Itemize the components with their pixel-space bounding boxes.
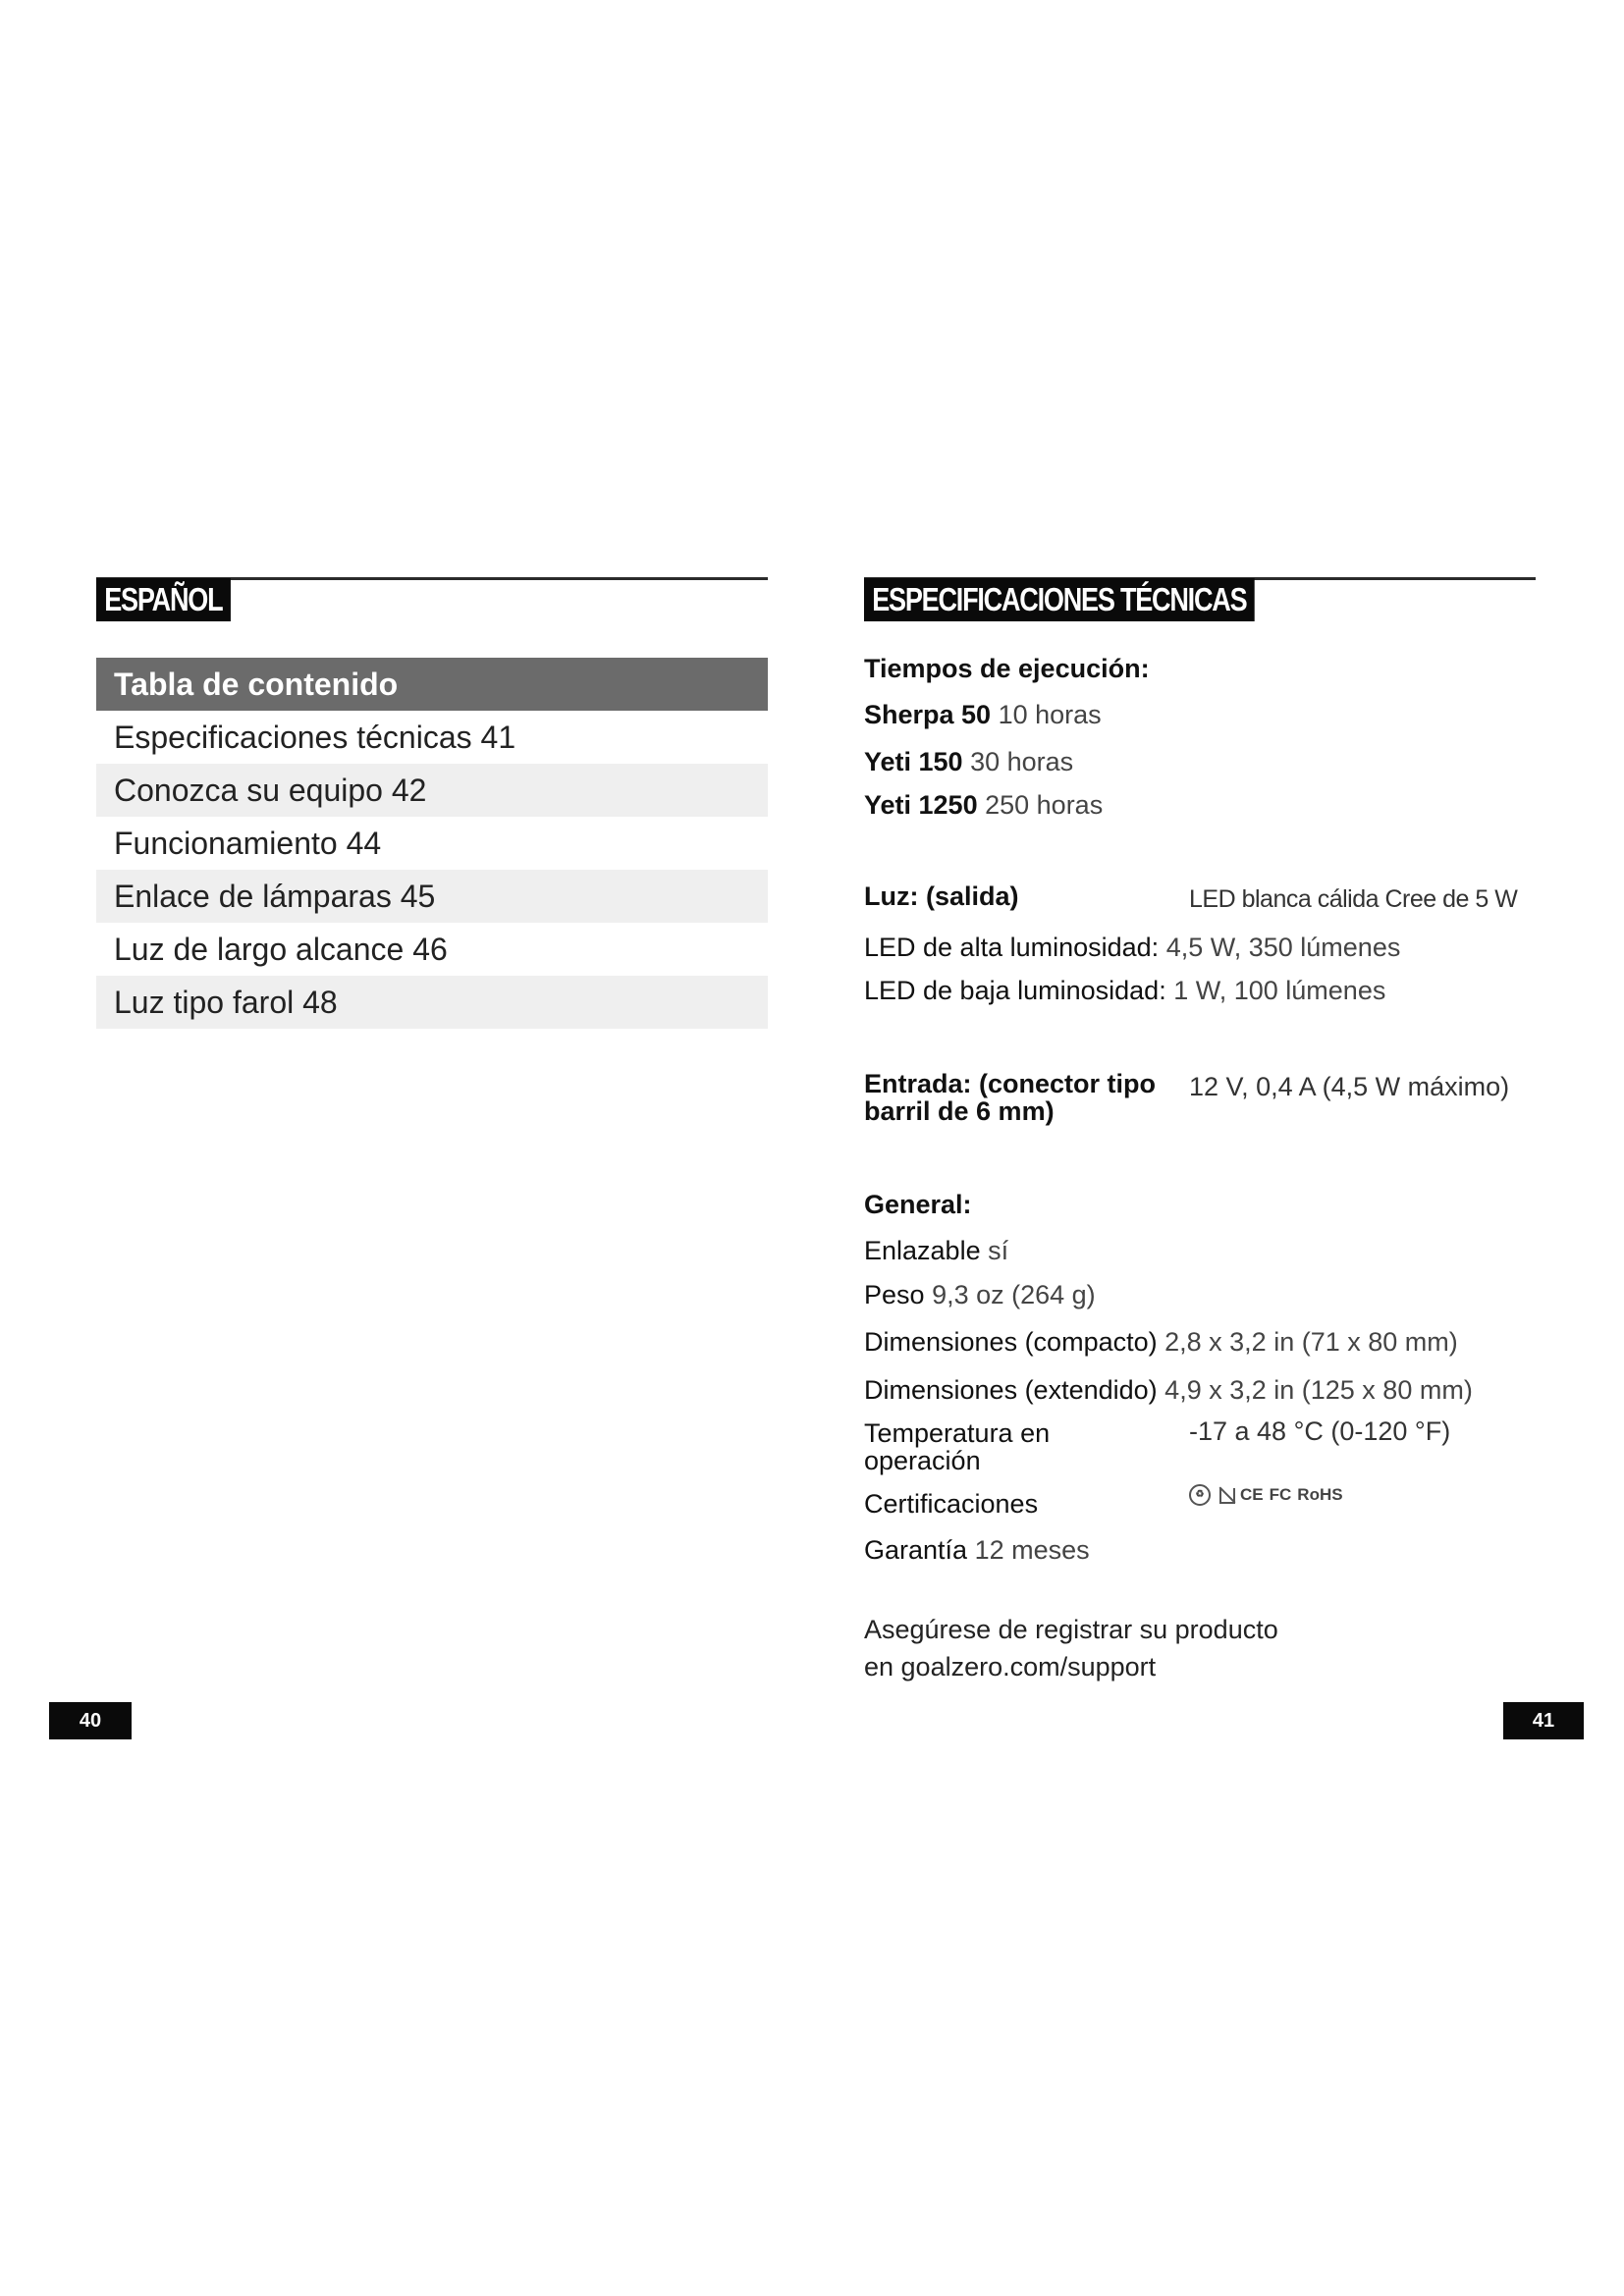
weight-row bbox=[864, 1278, 1096, 1311]
toc-item-operation[interactable]: Funcionamiento 44 bbox=[114, 826, 382, 861]
weee-bin-icon bbox=[1217, 1484, 1234, 1506]
left-page-number: 40 bbox=[49, 1702, 132, 1739]
input-value: 12 V, 0,4 A (4,5 W máximo) bbox=[1189, 1072, 1510, 1101]
register-note-line1: Asegúrese de registrar su producto bbox=[864, 1615, 1278, 1644]
linkable-value: sí bbox=[988, 1236, 1009, 1265]
toc-item-know-your-gear[interactable]: Conozca su equipo 42 bbox=[96, 764, 768, 817]
warranty-row bbox=[864, 1533, 1090, 1567]
rohs-mark: RoHS bbox=[1297, 1485, 1343, 1504]
toc-item-lantern-light[interactable]: Luz tipo farol 48 bbox=[96, 976, 768, 1029]
input-label: Entrada: (conector tipo barril de 6 mm) bbox=[864, 1069, 1157, 1126]
dims-compact-label: Dimensiones (compacto) bbox=[864, 1327, 1158, 1357]
light-value: LED blanca cálida Cree de 5 W bbox=[1189, 885, 1518, 913]
light-row-label: LED de baja luminosidad: bbox=[864, 976, 1166, 1005]
ce-mark: CE bbox=[1240, 1485, 1264, 1504]
dims-extended-value: 4,9 x 3,2 in (125 x 80 mm) bbox=[1164, 1375, 1473, 1405]
warranty-label: Garantía bbox=[864, 1535, 968, 1565]
runtime-label: Yeti 150 bbox=[864, 747, 963, 776]
warranty-value: 12 meses bbox=[974, 1535, 1090, 1565]
recycle-icon: ♻ bbox=[1189, 1484, 1211, 1506]
certifications-label: Certificaciones bbox=[864, 1489, 1039, 1519]
runtimes-heading: Tiempos de ejecución: bbox=[864, 654, 1150, 683]
certification-marks bbox=[1189, 1484, 1343, 1506]
runtime-value: 10 horas bbox=[998, 700, 1102, 729]
light-row bbox=[864, 974, 1385, 1007]
toc-item-chaining[interactable]: Enlace de lámparas 45 bbox=[96, 870, 768, 923]
table-of-contents bbox=[96, 658, 768, 1029]
right-section-label: ESPECIFICACIONES TÉCNICAS bbox=[864, 578, 1255, 621]
weight-value: 9,3 oz (264 g) bbox=[932, 1280, 1096, 1309]
dims-extended-label: Dimensiones (extendido) bbox=[864, 1375, 1158, 1405]
light-label: Luz: (salida) bbox=[864, 881, 1019, 911]
temperature-value: -17 a 48 °C (0-120 °F) bbox=[1189, 1416, 1451, 1446]
light-row-value: 4,5 W, 350 lúmenes bbox=[1165, 933, 1401, 962]
light-row-label: LED de alta luminosidad: bbox=[864, 933, 1160, 962]
toc-header: Tabla de contenido bbox=[96, 658, 768, 711]
runtime-label: Yeti 1250 bbox=[864, 790, 978, 820]
light-row-value: 1 W, 100 lúmenes bbox=[1173, 976, 1386, 1005]
runtime-value: 30 horas bbox=[970, 747, 1074, 776]
runtime-row bbox=[864, 788, 1103, 822]
dims-compact-row bbox=[864, 1325, 1458, 1359]
toc-item-long-range-light[interactable]: Luz de largo alcance 46 bbox=[114, 932, 448, 967]
runtime-row bbox=[864, 698, 1102, 731]
runtime-label: Sherpa 50 bbox=[864, 700, 992, 729]
weight-label: Peso bbox=[864, 1280, 925, 1309]
linkable-row bbox=[864, 1234, 1008, 1267]
register-note-line2[interactable]: en goalzero.com/support bbox=[864, 1652, 1157, 1682]
linkable-label: Enlazable bbox=[864, 1236, 981, 1265]
toc-item-specifications[interactable]: Especificaciones técnicas 41 bbox=[114, 720, 516, 755]
right-page-number: 41 bbox=[1503, 1702, 1584, 1739]
left-section-label: ESPAÑOL bbox=[96, 578, 231, 621]
fcc-mark: FC bbox=[1269, 1485, 1292, 1504]
dims-extended-row bbox=[864, 1373, 1473, 1407]
general-heading: General: bbox=[864, 1190, 972, 1219]
temperature-label: Temperatura en operación bbox=[864, 1418, 1051, 1475]
runtime-row bbox=[864, 745, 1073, 778]
runtime-value: 250 horas bbox=[985, 790, 1104, 820]
light-row bbox=[864, 931, 1400, 964]
dims-compact-value: 2,8 x 3,2 in (71 x 80 mm) bbox=[1164, 1327, 1458, 1357]
